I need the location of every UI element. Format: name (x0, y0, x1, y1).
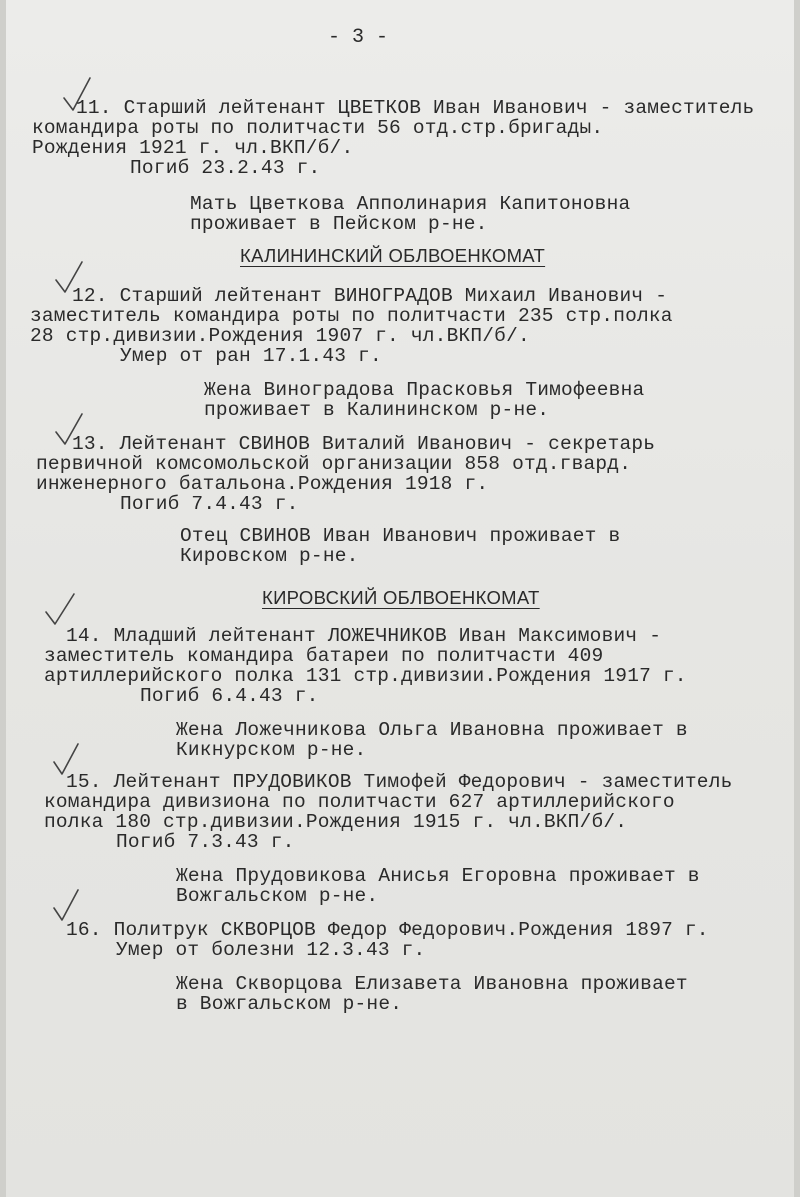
entry-11-line: 11. Старший лейтенант ЦВЕТКОВ Иван Иванович - заместитель (76, 97, 755, 119)
entry-12-line: 28 стр.дивизии.Рождения 1907 г. чл.ВКП/б/. (30, 325, 530, 347)
entry-11-relative: Мать Цветкова Апполинария Капитоновна (190, 193, 631, 215)
entry-14-relative: Кикнурском р-не. (176, 739, 367, 761)
entry-15-line: полка 180 стр.дивизии.Рождения 1915 г. чл.ВКП/б/. (44, 811, 628, 833)
entry-15-relative: Вожгальском р-не. (176, 885, 379, 907)
entry-11-line: Рождения 1921 г. чл.ВКП/б/. (32, 137, 354, 159)
section-heading-kalinin: КАЛИНИНСКИЙ ОБЛВОЕНКОМАТ (240, 245, 546, 266)
entry-12-relative: Жена Виноградова Прасковья Тимофеевна (204, 379, 645, 401)
entry-12-relative: проживает в Калининском р-не. (204, 399, 550, 421)
entry-13-line: первичной комсомольской организации 858 отд.гвард. (36, 453, 632, 475)
entry-15-line: командира дивизиона по политчасти 627 артиллерийского (44, 791, 675, 813)
right-page-edge (794, 0, 800, 1197)
entry-14-line: 14. Младший лейтенант ЛОЖЕЧНИКОВ Иван Максимович - (66, 625, 662, 647)
entry-13-line: инженерного батальона.Рождения 1918 г. (36, 473, 489, 495)
left-page-edge (0, 0, 6, 1197)
entry-13-relative: Кировском р-не. (180, 545, 359, 567)
page-number: - 3 - (328, 26, 389, 49)
entry-11-relative: проживает в Пейском р-не. (190, 213, 488, 235)
entry-14-line: артиллерийского полка 131 стр.дивизии.Рождения 1917 г. (44, 665, 687, 687)
entry-14-line: заместитель командира батареи по политчасти 409 (44, 645, 604, 667)
entry-15-line: Погиб 7.3.43 г. (116, 831, 295, 853)
entry-13-line: 13. Лейтенант СВИНОВ Виталий Иванович - секретарь (72, 433, 656, 455)
entry-11-line: командира роты по политчасти 56 отд.стр.бригады. (32, 117, 604, 139)
entry-12-line: 12. Старший лейтенант ВИНОГРАДОВ Михаил Иванович - (72, 285, 668, 307)
entry-15-line: 15. Лейтенант ПРУДОВИКОВ Тимофей Федорович - заместитель (66, 771, 733, 793)
entry-15-relative: Жена Прудовикова Анисья Егоровна проживает в (176, 865, 700, 887)
entry-14-line: Погиб 6.4.43 г. (140, 685, 319, 707)
entry-13-line: Погиб 7.4.43 г. (120, 493, 299, 515)
entry-12-line: Умер от ран 17.1.43 г. (120, 345, 382, 367)
section-heading-kirov: КИРОВСКИЙ ОБЛВОЕНКОМАТ (262, 587, 540, 608)
entry-16-line: 16. Политрук СКВОРЦОВ Федор Федорович.Рождения 1897 г. (66, 919, 709, 941)
entry-14-relative: Жена Ложечникова Ольга Ивановна проживает в (176, 719, 688, 741)
entry-16-relative: Жена Скворцова Елизавета Ивановна проживает (176, 973, 688, 995)
entry-13-relative: Отец СВИНОВ Иван Иванович проживает в (180, 525, 621, 547)
entry-11-line: Погиб 23.2.43 г. (130, 157, 321, 179)
entry-12-line: заместитель командира роты по политчасти 235 стр.полка (30, 305, 673, 327)
entry-16-relative: в Вожгальском р-не. (176, 993, 403, 1015)
entry-16-line: Умер от болезни 12.3.43 г. (116, 939, 426, 961)
